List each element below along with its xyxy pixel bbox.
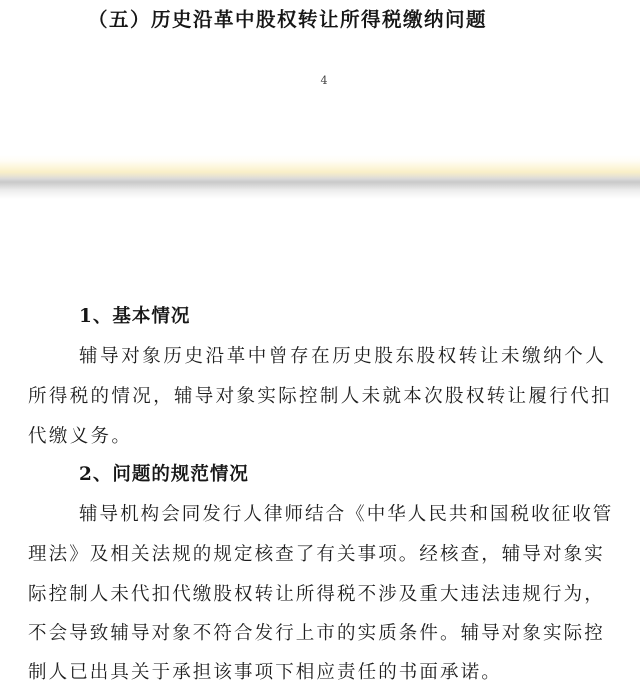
subsection-2-heading: 2、问题的规范情况 (79, 464, 249, 485)
subsection-1-line-3: 代缴义务。 (28, 426, 133, 447)
subsection-2-line-1: 辅导机构会同发行人律师结合《中华人民共和国税收征收管 (79, 504, 614, 525)
subsection-2-line-5: 制人已出具关于承担该事项下相应责任的书面承诺。 (28, 662, 502, 683)
subsection-1-heading: 1、基本情况 (79, 306, 191, 327)
previous-page-bottom (0, 0, 640, 172)
page-break-divider (0, 155, 640, 199)
next-page-top (0, 199, 640, 692)
subsection-2-line-3: 际控制人未代扣代缴股权转让所得税不涉及重大违法违规行为， (28, 584, 605, 605)
subsection-1-line-2: 所得税的情况，辅导对象实际控制人未就本次股权转让履行代扣 (28, 386, 612, 407)
page-number: 4 (320, 74, 328, 87)
subsection-2-line-2: 理法》及相关法规的规定核查了有关事项。经核查，辅导对象实 (28, 544, 605, 565)
subsection-1-line-1: 辅导对象历史沿革中曾存在历史股东股权转让未缴纳个人 (79, 346, 607, 367)
subsection-2-line-4: 不会导致辅导对象不符合发行上市的实质条件。辅导对象实际控 (28, 623, 605, 644)
section-heading: （五）历史沿革中股权转让所得税缴纳问题 (88, 8, 488, 31)
